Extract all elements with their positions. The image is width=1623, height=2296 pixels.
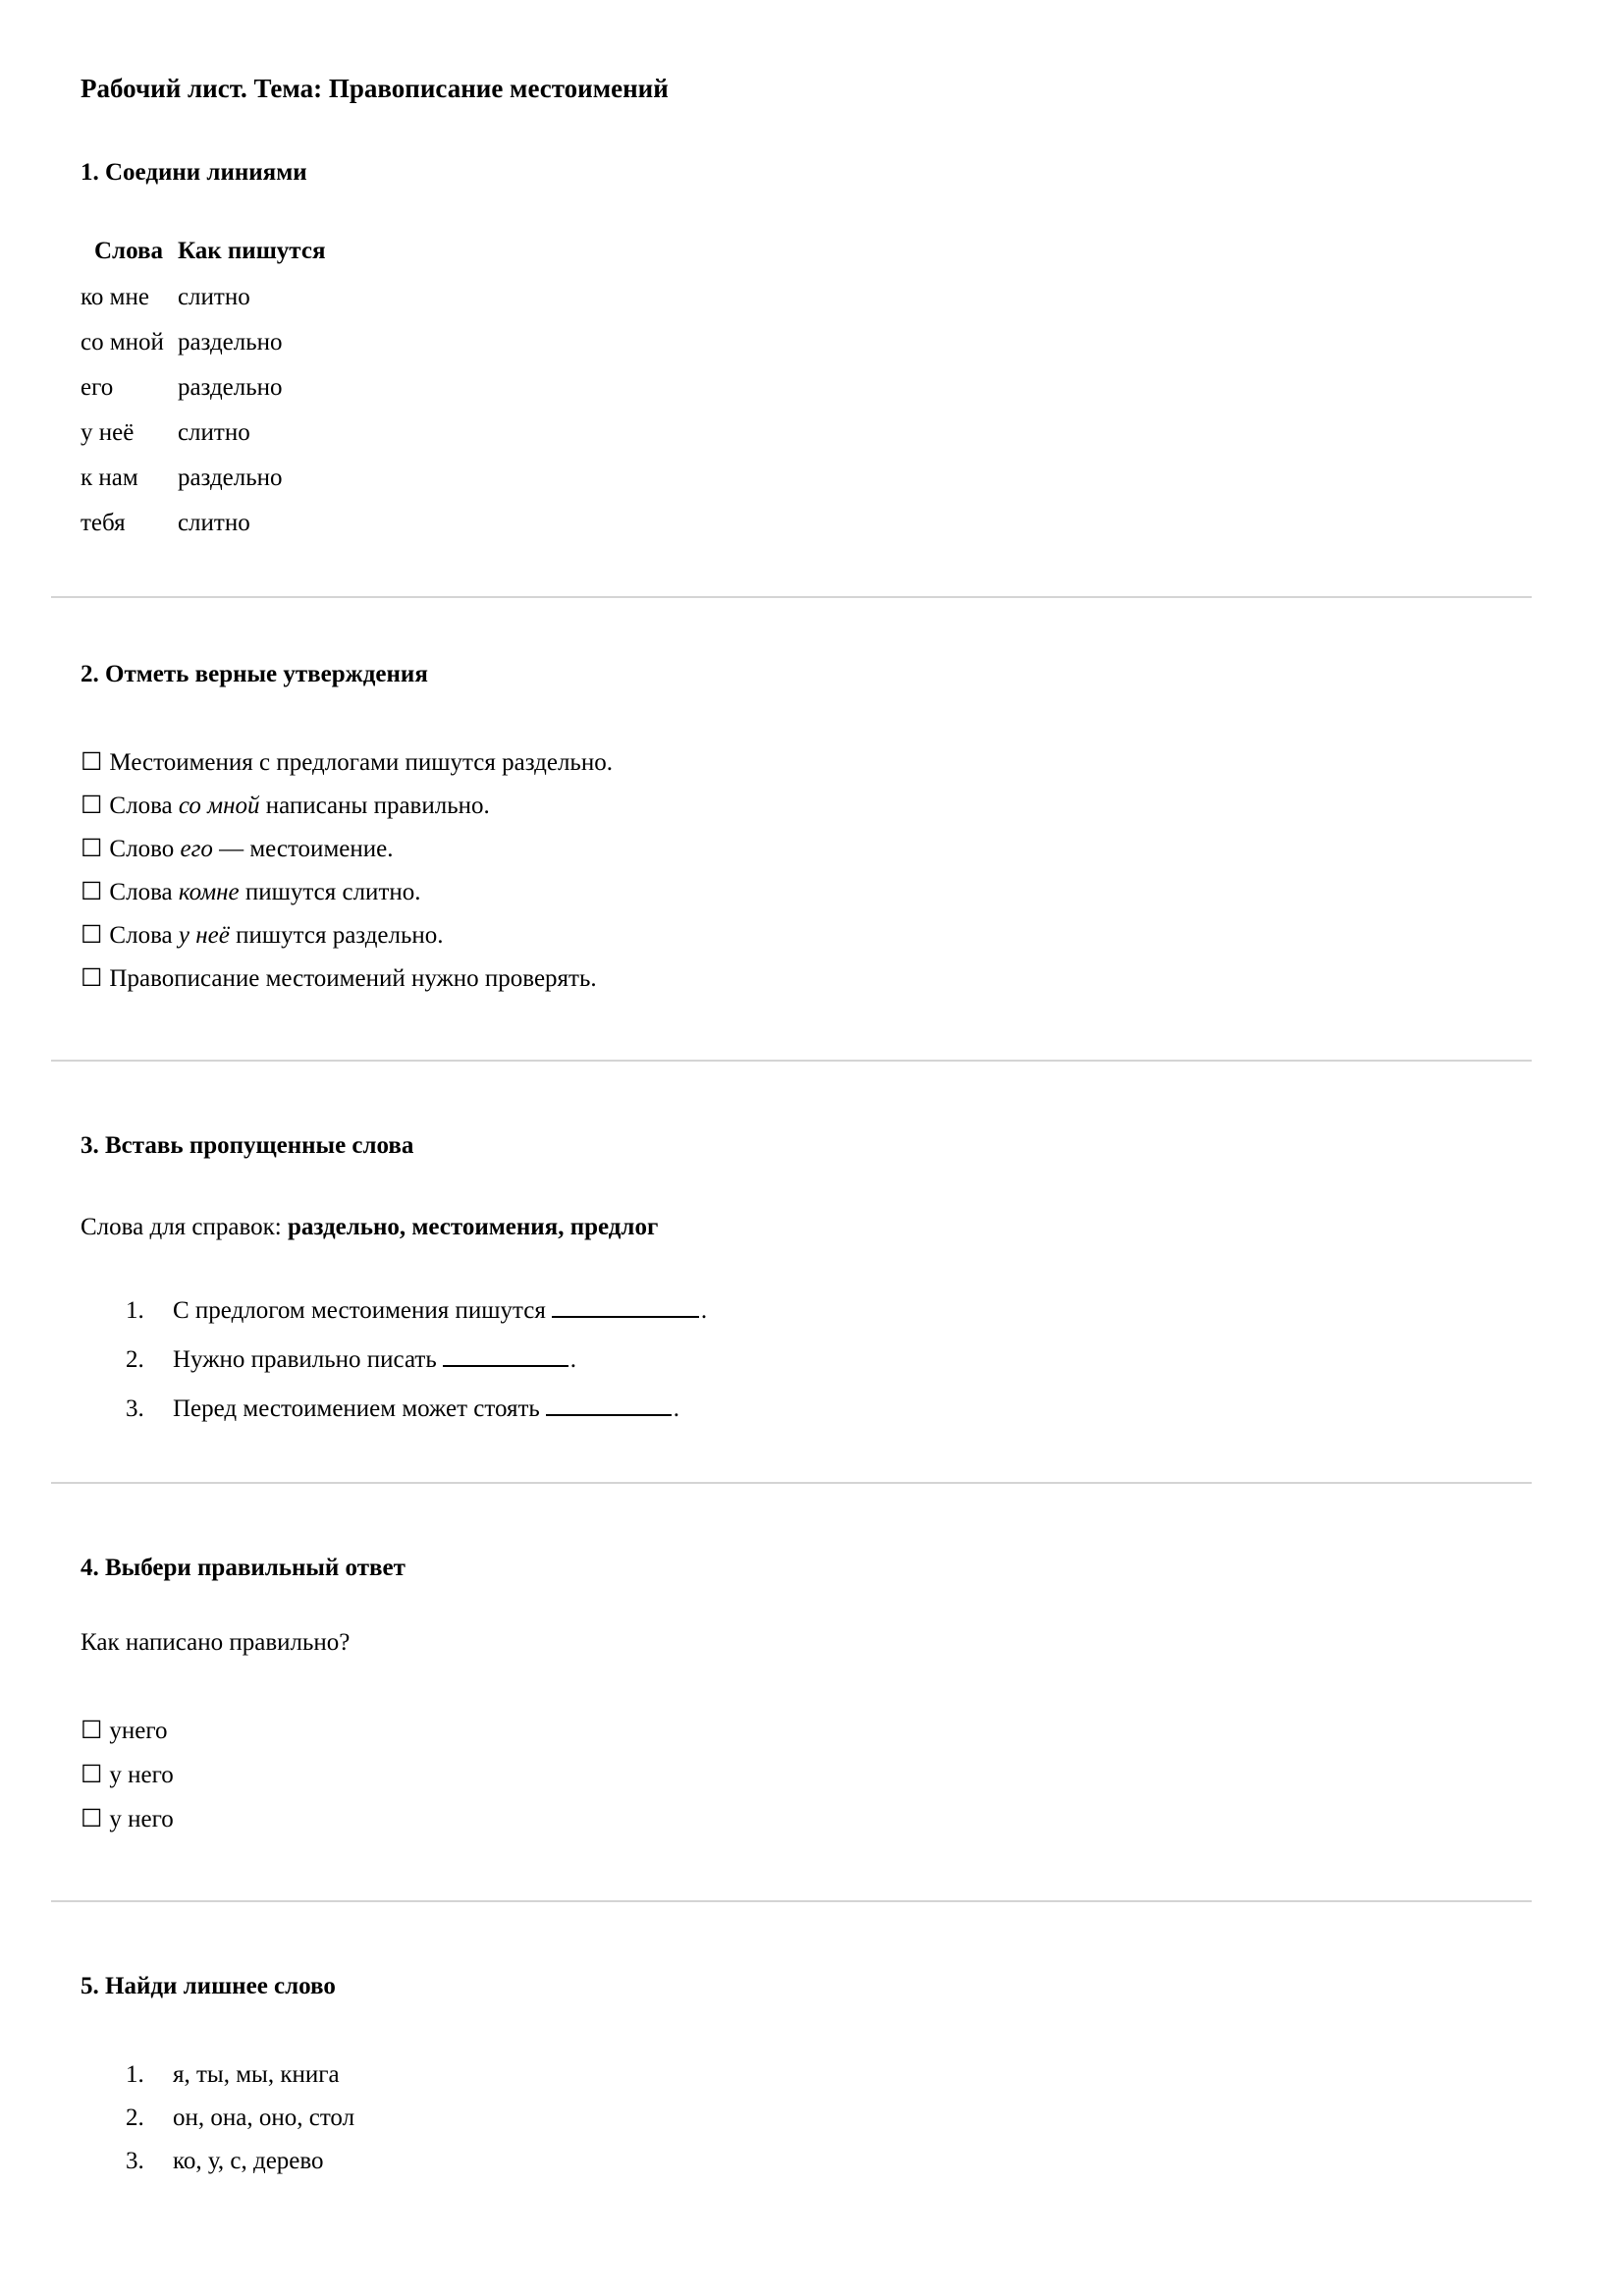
section-1-heading: 1. Соедини линиями xyxy=(81,158,307,186)
spacer xyxy=(81,1421,1561,1482)
table-cell-how[interactable]: слитно xyxy=(177,284,250,310)
table-row xyxy=(81,465,336,511)
list-item[interactable] xyxy=(81,793,1561,818)
spacer xyxy=(81,1902,1561,1971)
answer-option-list xyxy=(81,1719,1561,1831)
statement-text-before: Слово xyxy=(109,836,181,863)
list-item[interactable] xyxy=(81,1807,1561,1831)
statement-text-before: Слова xyxy=(109,793,179,820)
table-cell-how[interactable]: раздельно xyxy=(177,329,283,355)
spacer xyxy=(81,2001,1561,2062)
list-item-tail: . xyxy=(700,1297,708,1325)
option-label: унего xyxy=(109,1718,168,1744)
list-item-text: он, она, оно, стол xyxy=(173,2105,355,2132)
section-4-heading: 4. Выбери правильный ответ xyxy=(81,1554,406,1581)
spacer xyxy=(81,1162,1561,1213)
statement-text: Местоимения с предлогами пишутся раздельно. xyxy=(109,749,613,777)
option-label: у него xyxy=(109,1762,174,1788)
blank-input-field[interactable] xyxy=(443,1341,568,1367)
checkbox-icon[interactable]: ☐ xyxy=(81,965,103,993)
statement-text-after: пишутся слитно. xyxy=(239,879,421,906)
statement-emphasis: у неё xyxy=(178,922,230,950)
spacer xyxy=(81,535,1561,596)
statement-checkbox-list xyxy=(81,750,1561,991)
spacer xyxy=(81,106,1561,157)
statement-text-after: написаны правильно. xyxy=(259,793,490,820)
section-3-heading: 3. Вставь пропущенные слова xyxy=(81,1132,414,1160)
checkbox-icon[interactable]: ☐ xyxy=(81,1762,103,1788)
list-item[interactable] xyxy=(81,1341,1561,1372)
statement-emphasis: его xyxy=(180,836,213,863)
list-item[interactable] xyxy=(81,1719,1561,1743)
spacer xyxy=(81,1658,1561,1719)
match-table xyxy=(81,239,336,535)
blank-input-field[interactable] xyxy=(546,1391,672,1416)
column-header-words: Слова xyxy=(94,238,163,264)
statement-text-before: Слова xyxy=(109,879,179,906)
odd-one-out-list xyxy=(81,2062,1561,2173)
statement-text-before: Слова xyxy=(109,922,179,950)
table-cell-word[interactable]: ко мне xyxy=(81,284,149,310)
spacer xyxy=(81,1242,1561,1293)
checkbox-icon[interactable]: ☐ xyxy=(81,1718,103,1744)
statement-emphasis: со мной xyxy=(178,793,260,820)
table-cell-word[interactable]: его xyxy=(81,374,114,401)
list-item[interactable] xyxy=(81,2149,1561,2173)
table-cell-how[interactable]: слитно xyxy=(177,419,250,446)
table-row xyxy=(81,285,336,330)
column-header-how: Как пишутся xyxy=(177,238,326,264)
list-item[interactable] xyxy=(81,923,1561,948)
list-item[interactable] xyxy=(81,837,1561,861)
section-5-heading: 5. Найди лишнее слово xyxy=(81,1973,336,1999)
table-row xyxy=(81,511,336,535)
spacer xyxy=(81,1583,1561,1628)
option-label: у него xyxy=(109,1806,174,1832)
checkbox-icon[interactable]: ☐ xyxy=(81,1806,103,1832)
spacer xyxy=(81,1484,1561,1553)
statement-emphasis: комне xyxy=(178,879,240,906)
checkbox-icon[interactable]: ☐ xyxy=(81,749,103,777)
table-row xyxy=(81,330,336,375)
list-item-text: ко, у, с, дерево xyxy=(173,2148,324,2175)
list-item-tail: . xyxy=(673,1394,680,1422)
list-item-text: я, ты, мы, книга xyxy=(173,2061,340,2089)
spacer xyxy=(81,598,1561,659)
list-number: 1. xyxy=(126,1297,144,1325)
checkbox-icon[interactable]: ☐ xyxy=(81,922,103,950)
spacer xyxy=(81,188,1561,239)
checkbox-icon[interactable]: ☐ xyxy=(81,793,103,820)
table-cell-how[interactable]: слитно xyxy=(177,510,250,536)
table-cell-word[interactable]: к нам xyxy=(81,465,138,491)
table-row xyxy=(81,375,336,420)
list-number: 2. xyxy=(126,1346,144,1373)
spacer xyxy=(81,689,1561,750)
list-number: 2. xyxy=(126,2105,144,2132)
table-cell-word[interactable]: со мной xyxy=(81,329,164,355)
fill-in-blank-list xyxy=(81,1293,1561,1421)
reference-words-line xyxy=(81,1213,1561,1242)
table-header-row xyxy=(81,239,336,285)
list-item[interactable] xyxy=(81,750,1561,775)
checkbox-icon[interactable]: ☐ xyxy=(81,836,103,863)
page-title: Рабочий лист. Тема: Правописание местоимений xyxy=(81,74,669,103)
statement-text: Правописание местоимений нужно проверять. xyxy=(109,965,597,993)
table-cell-word[interactable]: у неё xyxy=(81,419,135,446)
statement-text-after: пишутся раздельно. xyxy=(229,922,444,950)
spacer xyxy=(81,1062,1561,1130)
section-2-heading: 2. Отметь верные утверждения xyxy=(81,661,428,687)
section-4-question: Как написано правильно? xyxy=(81,1629,351,1656)
reference-words-label: Слова для справок: xyxy=(81,1213,288,1240)
list-item[interactable] xyxy=(81,880,1561,904)
table-row xyxy=(81,420,336,465)
list-item-tail: . xyxy=(569,1346,576,1373)
list-item-text: С предлогом местоимения пишутся xyxy=(173,1297,546,1325)
list-number: 3. xyxy=(126,1394,144,1422)
list-item[interactable] xyxy=(81,1763,1561,1787)
spacer xyxy=(81,1831,1561,1900)
list-item[interactable] xyxy=(81,2062,1561,2087)
list-item[interactable] xyxy=(81,1293,1561,1324)
table-cell-how[interactable]: раздельно xyxy=(177,465,283,491)
spacer xyxy=(81,991,1561,1060)
list-number: 3. xyxy=(126,2148,144,2175)
list-item[interactable] xyxy=(81,966,1561,991)
table-cell-word[interactable]: тебя xyxy=(81,510,126,536)
list-item[interactable] xyxy=(81,2105,1561,2130)
statement-text-after: — местоимение. xyxy=(212,836,394,863)
list-number: 1. xyxy=(126,2061,144,2089)
table-cell-how[interactable]: раздельно xyxy=(177,374,283,401)
list-item[interactable] xyxy=(81,1391,1561,1421)
list-item-text: Перед местоимением может стоять xyxy=(173,1394,540,1422)
list-item-text: Нужно правильно писать xyxy=(173,1346,437,1373)
blank-input-field[interactable] xyxy=(552,1293,699,1319)
reference-words-values: раздельно, местоимения, предлог xyxy=(287,1213,659,1240)
checkbox-icon[interactable]: ☐ xyxy=(81,879,103,906)
